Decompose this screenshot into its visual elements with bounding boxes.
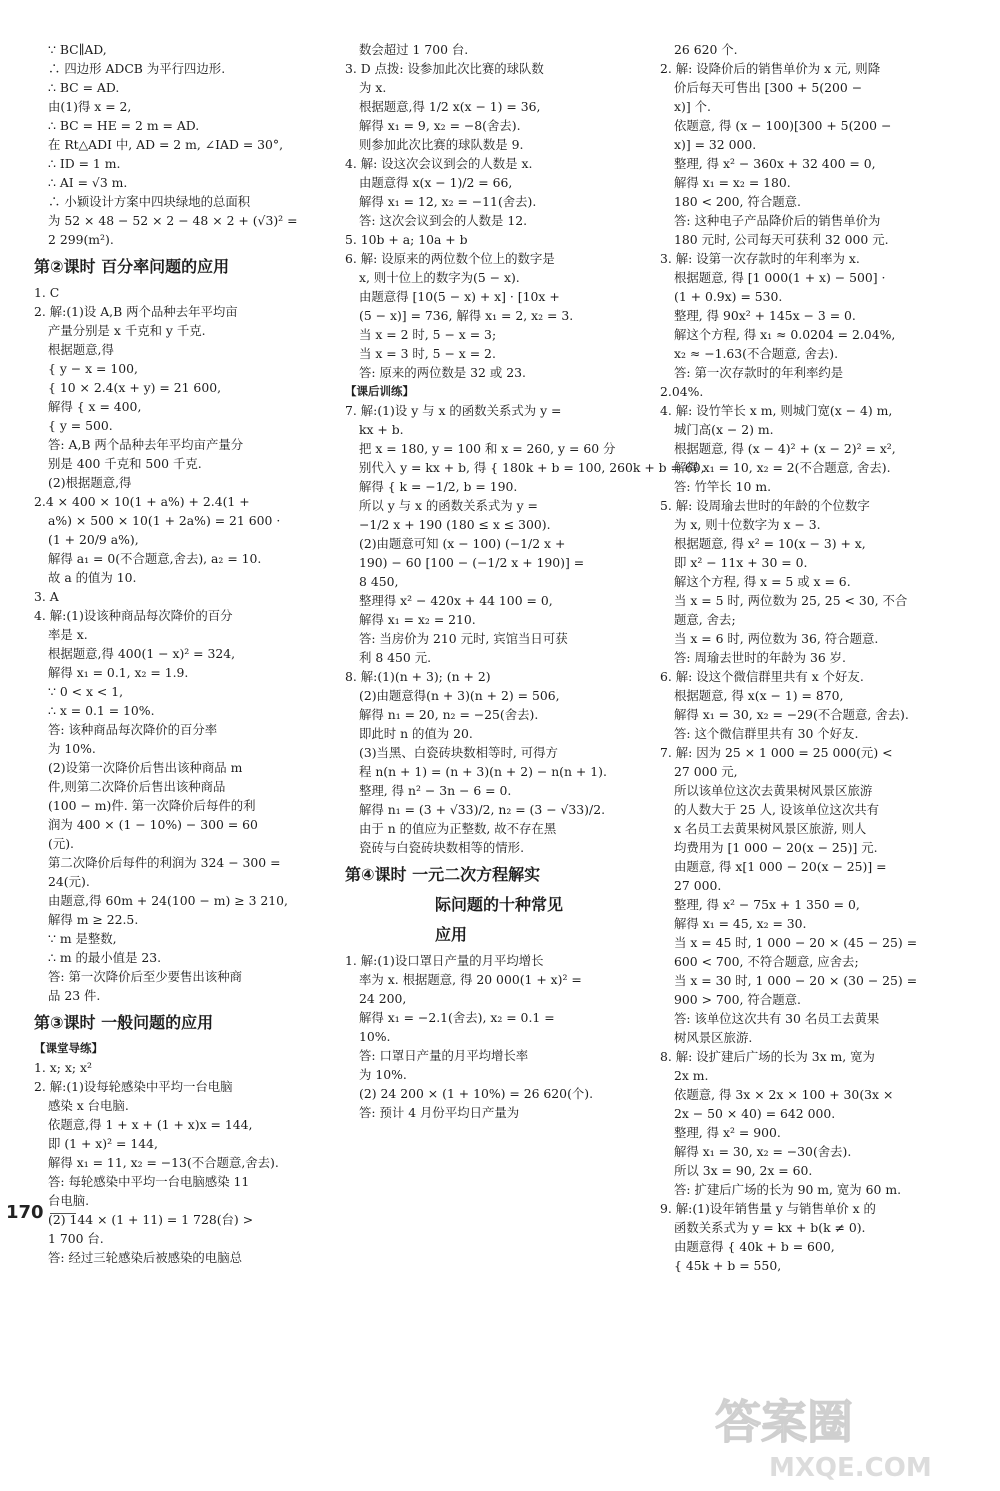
text-line: 5. 10b + a; 10a + b (345, 232, 468, 247)
text-line: 2.04%. (660, 384, 704, 399)
text-line: 解得 n₁ = 20, n₂ = −25(舍去). (359, 707, 539, 722)
text-line: 即此时 n 的值为 20. (359, 726, 473, 741)
text-line: 解得 x₁ = x₂ = 210. (359, 612, 476, 627)
text-line: 树风景区旅游. (674, 1030, 753, 1045)
text-line: 当 x = 45 时, 1 000 − 20 × (45 − 25) = (674, 935, 918, 950)
text-line: 解得 x₁ = x₂ = 180. (674, 175, 791, 190)
text-line: 瓷砖与白瓷砖块数相等的情形. (359, 840, 525, 855)
text-line: 由题意得 x(x − 1)/2 = 66, (359, 175, 513, 190)
text-line: 依题意, 得 3x × 2x × 100 + 30(3x × (674, 1087, 894, 1102)
text-line: 第二次降价后每件的利润为 324 − 300 = (48, 855, 281, 870)
text-line: 1. C (34, 285, 60, 300)
text-line: ∵ BC∥AD, (48, 42, 107, 57)
text-line: 在 Rt△ADI 中, AD = 2 m, ∠IAD = 30°, (48, 137, 284, 152)
text-line: kx + b. (359, 422, 404, 437)
text-line: { 10 × 2.4(x + y) = 21 600, (48, 380, 222, 395)
text-line: 3. 解: 设第一次存款时的年利率为 x. (660, 251, 860, 266)
text-line: 当 x = 30 时, 1 000 − 20 × (30 − 25) = (674, 973, 918, 988)
text-line: 5. 解: 设周瑜去世时的年龄的个位数字 (660, 498, 870, 513)
text-line: 整理, 得 n² − 3n − 6 = 0. (359, 783, 512, 798)
text-line: 应用 (435, 925, 468, 944)
text-line: 10%. (359, 1029, 391, 1044)
lesson-heading: 第②课时 百分率问题的应用 (34, 257, 230, 276)
text-line: (1 + 20/9 a%), (48, 532, 139, 547)
text-line: ∴ AI = √3 m. (48, 175, 128, 190)
text-line: 【课后训练】 (345, 384, 414, 398)
text-line: 台电脑. (48, 1193, 90, 1208)
text-line: 答: 竹竿长 10 m. (674, 479, 772, 494)
text-line: ∴ BC = HE = 2 m = AD. (48, 118, 200, 133)
text-line: 函数关系式为 y = kx + b(k ≠ 0). (674, 1220, 866, 1235)
text-line: 2.4 × 400 × 10(1 + a%) + 2.4(1 + (34, 494, 250, 509)
text-line: 1 700 台. (48, 1231, 104, 1246)
text-line: 为 x, 则十位数字为 x − 3. (674, 517, 821, 532)
text-line: 当 x = 6 时, 两位数为 36, 符合题意. (674, 631, 879, 646)
text-line: 感染 x 台电脑. (48, 1098, 129, 1113)
text-line: 的人数大于 25 人, 设该单位这次共有 (674, 802, 879, 817)
text-line: x 名员工去黄果树风景区旅游, 则人 (674, 821, 867, 836)
text-line: 答: 第一次降价后至少要售出该种商 (48, 969, 242, 984)
text-line: x)] 个. (674, 99, 711, 114)
text-line: 根据题意,得 1/2 x(x − 1) = 36, (359, 99, 541, 114)
lesson-heading: 第④课时 一元二次方程解实 (345, 865, 541, 884)
text-line: ∴ 四边形 ADCB 为平行四边形. (48, 61, 226, 76)
text-line: 由题意得 [10(5 − x) + x] · [10x + (359, 289, 560, 304)
text-line: 品 23 件. (48, 988, 101, 1003)
text-line: 答: 该单位这次共有 30 名员工去黄果 (674, 1011, 880, 1026)
text-line: 答: A,B 两个品种去年平均亩产量分 (48, 437, 244, 452)
text-line: (2)由题意可知 (x − 100) (−1/2 x + (359, 536, 566, 551)
text-line: 190) − 60 [100 − (−1/2 x + 190)] = (359, 555, 585, 570)
text-line: 900 > 700, 符合题意. (674, 992, 801, 1007)
text-line: ∴ x = 0.1 = 10%. (48, 703, 155, 718)
text-line: 7. 解:(1)设 y 与 x 的函数关系式为 y = (345, 403, 562, 418)
text-line: 即 (1 + x)² = 144, (48, 1136, 158, 1151)
text-line: 答: 口罩日产量的月平均增长率 (359, 1048, 529, 1063)
text-line: 利 8 450 元. (359, 650, 432, 665)
text-line: a%) × 500 × 10(1 + 2a%) = 21 600 · (48, 513, 281, 528)
answer-column-1 (34, 40, 304, 1267)
text-line: −1/2 x + 190 (180 ≤ x ≤ 300). (359, 517, 551, 532)
text-line: 根据题意, 得 [1 000(1 + x) − 500] · (674, 270, 886, 285)
text-line: 8 450, (359, 574, 399, 589)
text-line: 解得 x₁ = 11, x₂ = −13(不合题意,舍去). (48, 1155, 279, 1170)
text-line: 答: 每轮感染中平均一台电脑感染 11 (48, 1174, 250, 1189)
text-line: 价后每天可售出 [300 + 5(200 − (674, 80, 863, 95)
watermark-main-text: 答案圈 (715, 1395, 853, 1449)
text-line: 整理, 得 x² − 360x + 32 400 = 0, (674, 156, 876, 171)
text-line: 600 < 700, 不符合题意, 应舍去; (674, 954, 859, 969)
text-line: ∴ 小颖设计方案中四块绿地的总面积 (48, 194, 251, 209)
text-line: 【课堂导练】 (34, 1041, 103, 1055)
text-line: 答: 第一次存款时的年利率约是 (674, 365, 844, 380)
text-line: 答: 这个微信群里共有 30 个好友. (674, 726, 859, 741)
text-line: 当 x = 3 时, 5 − x = 2. (359, 346, 496, 361)
text-line: 24 200, (359, 991, 407, 1006)
text-line: 4. 解: 设竹竿长 x m, 则城门宽(x − 4) m, (660, 403, 893, 418)
text-line: 数会超过 1 700 台. (359, 42, 469, 57)
text-line: 解这个方程, 得 x = 5 或 x = 6. (674, 574, 851, 589)
text-line: 均费用为 [1 000 − 20(x − 25)] 元. (674, 840, 878, 855)
text-line: 程 n(n + 1) = (n + 3)(n + 2) − n(n + 1). (359, 764, 607, 779)
text-line: (元). (48, 836, 74, 851)
text-line: 1. 解:(1)设口罩日产量的月平均增长 (345, 953, 544, 968)
text-line: { y = 500. (48, 418, 113, 433)
text-line: (2)根据题意,得 (48, 475, 132, 490)
text-line: 由题意,得 60m + 24(100 − m) ≥ 3 210, (48, 893, 288, 908)
text-line: 由题意得 { 40k + b = 600, (674, 1239, 835, 1254)
lesson-heading: 第③课时 一般问题的应用 (34, 1013, 214, 1032)
text-line: 180 元时, 公司每天可获利 32 000 元. (674, 232, 889, 247)
text-line: 件,则第二次降价后售出该种商品 (48, 779, 226, 794)
text-line: (2) 144 × (1 + 11) = 1 728(台) > (48, 1212, 254, 1227)
text-line: 整理, 得 x² = 900. (674, 1125, 781, 1140)
text-line: ∴ BC = AD. (48, 80, 120, 95)
text-line: 答: 原来的两位数是 32 或 23. (359, 365, 526, 380)
text-line: 产量分别是 x 千克和 y 千克. (48, 323, 206, 338)
text-line: ∴ m 的最小值是 23. (48, 950, 162, 965)
text-line: 根据题意, 得 x² = 10(x − 3) + x, (674, 536, 866, 551)
text-line: 际问题的十种常见 (435, 895, 564, 914)
page-number: 170 (6, 1203, 76, 1222)
text-line: (5 − x)] = 736, 解得 x₁ = 2, x₂ = 3. (359, 308, 574, 323)
text-line: 为 x. (359, 80, 387, 95)
text-line: 整理, 得 x² − 75x + 1 350 = 0, (674, 897, 860, 912)
text-line: 解得 { k = −1/2, b = 190. (359, 479, 518, 494)
text-line: 答: 当房价为 210 元时, 宾馆当日可获 (359, 631, 568, 646)
text-line: { y − x = 100, (48, 361, 138, 376)
text-line: ∴ ID = 1 m. (48, 156, 121, 171)
text-line: 1. x; x; x² (34, 1060, 92, 1075)
watermark-logo (709, 1388, 964, 1483)
text-line: 为 52 × 48 − 52 × 2 − 48 × 2 + (√3)² = (48, 213, 298, 228)
text-line: ∵ 0 < x < 1, (48, 684, 124, 699)
text-line: 所以 y 与 x 的函数关系式为 y = (359, 498, 538, 513)
text-line: 解得 x₁ = 10, x₂ = 2(不合题意, 舍去). (674, 460, 891, 475)
text-line: 解得 x₁ = 9, x₂ = −8(舍去). (359, 118, 521, 133)
text-line: 3. A (34, 589, 59, 604)
text-line: 2x − 50 × 40) = 642 000. (674, 1106, 836, 1121)
text-line: (3)当黑、白瓷砖块数相等时, 可得方 (359, 745, 558, 760)
text-line: 所以该单位这次去黄果树风景区旅游 (674, 783, 873, 798)
text-line: 27 000 元, (674, 764, 738, 779)
text-line: 6. 解: 设原来的两位数个位上的数字是 (345, 251, 555, 266)
text-line: 根据题意, 得 x(x − 1) = 870, (674, 688, 844, 703)
text-line: 解得 m ≥ 22.5. (48, 912, 139, 927)
text-line: 根据题意, 得 (x − 4)² + (x − 2)² = x², (674, 441, 896, 456)
text-line: 8. 解: 设扩建后广场的长为 3x m, 宽为 (660, 1049, 875, 1064)
text-line: 2. 解: 设降价后的销售单价为 x 元, 则降 (660, 61, 881, 76)
text-line: 4. 解:(1)设该种商品每次降价的百分 (34, 608, 233, 623)
text-line: 率是 x. (48, 627, 88, 642)
text-line: 润为 400 × (1 − 10%) − 300 = 60 (48, 817, 258, 832)
watermark-url-text: MXQE.COM (769, 1453, 932, 1483)
text-line: 解得 x₁ = −2.1(舍去), x₂ = 0.1 = (359, 1010, 555, 1025)
text-line: 依题意, 得 (x − 100)[300 + 5(200 − (674, 118, 892, 133)
text-line: 所以 3x = 90, 2x = 60. (674, 1163, 813, 1178)
text-line: 解得 x₁ = 0.1, x₂ = 1.9. (48, 665, 189, 680)
text-line: (1 + 0.9x) = 530. (674, 289, 783, 304)
text-line: 7. 解: 因为 25 × 1 000 = 25 000(元) < (660, 745, 893, 760)
text-line: 别是 400 千克和 500 千克. (48, 456, 202, 471)
text-line: 答: 扩建后广场的长为 90 m, 宽为 60 m. (674, 1182, 902, 1197)
text-line: 解得 x₁ = 30, x₂ = −30(舍去). (674, 1144, 852, 1159)
text-line: 解得 x₁ = 12, x₂ = −11(舍去). (359, 194, 537, 209)
text-line: 答: 这种电子产品降价后的销售单价为 (674, 213, 881, 228)
text-line: 解得 n₁ = (3 + √33)/2, n₂ = (3 − √33)/2. (359, 802, 606, 817)
text-line: 答: 周瑜去世时的年龄为 36 岁. (674, 650, 846, 665)
text-line: (2) 24 200 × (1 + 10%) = 26 620(个). (359, 1086, 594, 1101)
text-line: 解得 { x = 400, (48, 399, 142, 414)
text-line: x, 则十位上的数字为(5 − x). (359, 270, 520, 285)
text-line: 题意, 舍去; (674, 612, 736, 627)
text-line: 2. 解:(1)设每轮感染中平均一台电脑 (34, 1079, 233, 1094)
text-line: 26 620 个. (674, 42, 738, 57)
text-line: 即 x² − 11x + 30 = 0. (674, 555, 808, 570)
text-line: 为 10%. (48, 741, 96, 756)
text-line: 当 x = 5 时, 两位数为 25, 25 < 30, 不合 (674, 593, 908, 608)
text-line: 由题意, 得 x[1 000 − 20(x − 25)] = (674, 859, 887, 874)
text-line: 9. 解:(1)设年销售量 y 与销售单价 x 的 (660, 1201, 876, 1216)
text-line: 故 a 的值为 10. (48, 570, 137, 585)
text-line: 解这个方程, 得 x₁ ≈ 0.0204 = 2.04%, (674, 327, 896, 342)
text-line: 答: 经过三轮感染后被感染的电脑总 (48, 1250, 242, 1265)
text-line: 24(元). (48, 874, 90, 889)
text-line: 4. 解: 设这次会议到会的人数是 x. (345, 156, 533, 171)
text-line: 答: 该种商品每次降价的百分率 (48, 722, 218, 737)
text-line: 把 x = 180, y = 100 和 x = 260, y = 60 分 (359, 441, 616, 456)
text-line: x₂ ≈ −1.63(不合题意, 舍去). (674, 346, 839, 361)
text-line: 解得 x₁ = 45, x₂ = 30. (674, 916, 807, 931)
text-line: x)] = 32 000. (674, 137, 757, 152)
text-line: 2. 解:(1)设 A,B 两个品种去年平均亩 (34, 304, 238, 319)
text-line: 根据题意,得 400(1 − x)² = 324, (48, 646, 236, 661)
text-line: 6. 解: 设这个微信群里共有 x 个好友. (660, 669, 864, 684)
text-line: 8. 解:(1)(n + 3); (n + 2) (345, 669, 491, 684)
text-line: 解得 a₁ = 0(不合题意,舍去), a₂ = 10. (48, 551, 262, 566)
answer-column-3 (660, 40, 928, 1275)
text-line: 由于 n 的值应为正整数, 故不存在黑 (359, 821, 557, 836)
text-line: (2)设第一次降价后售出该种商品 m (48, 760, 243, 775)
text-line: { 45k + b = 550, (674, 1258, 782, 1273)
text-line: 180 < 200, 符合题意. (674, 194, 801, 209)
text-line: (2)由题意得(n + 3)(n + 2) = 506, (359, 688, 560, 703)
text-line: 别代入 y = kx + b, 得 { 180k + b = 100, 260k + b = 60, (359, 460, 705, 475)
text-line: 2 299(m²). (48, 232, 114, 247)
text-line: ∵ m 是整数, (48, 931, 117, 946)
text-line: 为 10%. (359, 1067, 407, 1082)
text-line: 3. D 点拨: 设参加此次比赛的球队数 (345, 61, 544, 76)
text-line: 当 x = 2 时, 5 − x = 3; (359, 327, 497, 342)
text-line: 整理得 x² − 420x + 44 100 = 0, (359, 593, 553, 608)
text-line: 根据题意,得 (48, 342, 114, 357)
text-line: 则参加此次比赛的球队数是 9. (359, 137, 524, 152)
text-line: 解得 x₁ = 30, x₂ = −29(不合题意, 舍去). (674, 707, 909, 722)
text-line: 由(1)得 x = 2, (48, 99, 132, 114)
text-line: 答: 这次会议到会的人数是 12. (359, 213, 528, 228)
text-line: 答: 预计 4 月份平均日产量为 (359, 1105, 520, 1120)
text-line: 率为 x. 根据题意, 得 20 000(1 + x)² = (359, 972, 582, 987)
text-line: 27 000. (674, 878, 722, 893)
text-line: (100 − m)件. 第一次降价后每件的利 (48, 798, 256, 813)
text-line: 依题意,得 1 + x + (1 + x)x = 144, (48, 1117, 253, 1132)
text-line: 2x m. (674, 1068, 709, 1083)
text-line: 整理, 得 90x² + 145x − 3 = 0. (674, 308, 856, 323)
text-line: 城门高(x − 2) m. (674, 422, 774, 437)
